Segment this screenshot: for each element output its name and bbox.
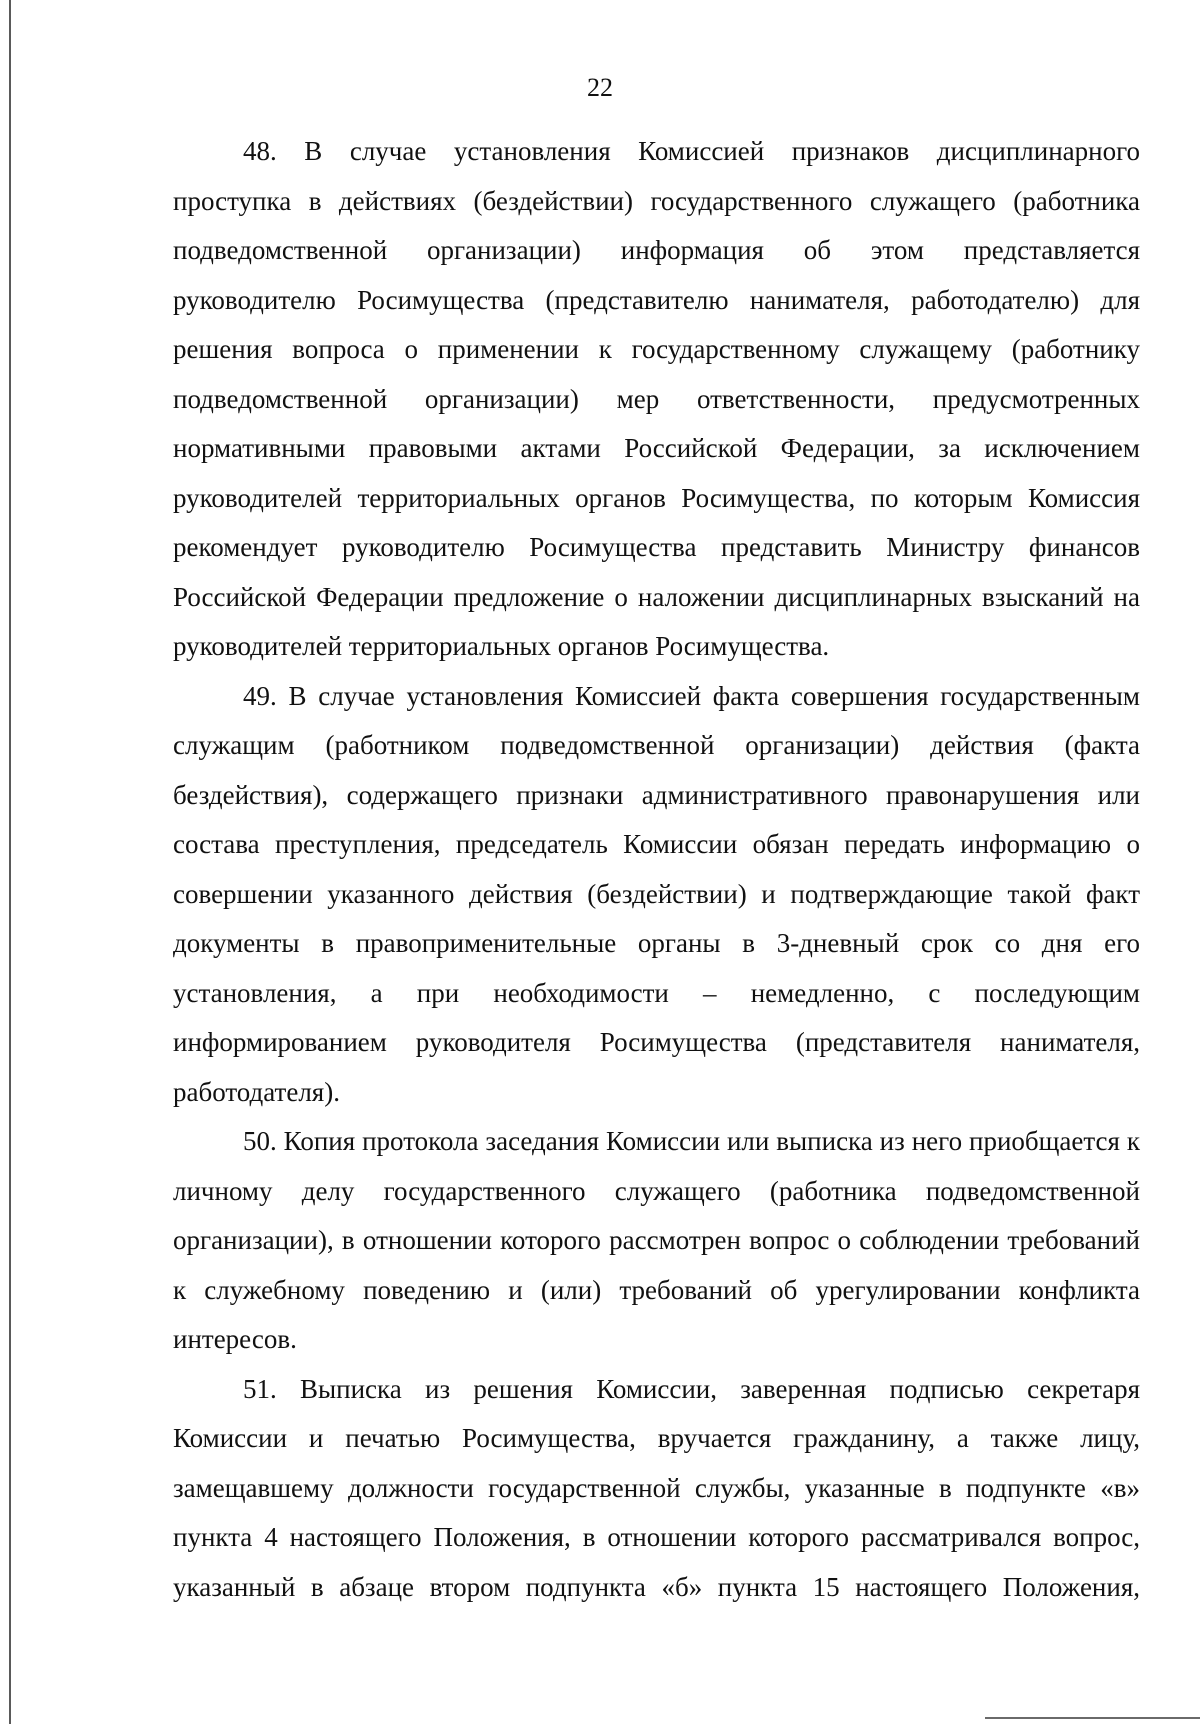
page-number: 22 [587, 73, 613, 102]
paragraph-50: 50. Копия протокола заседания Комиссии или выписка из него приобщается к личному делу государственного служащего (работника подведомственной организации), в отношении которого рассмотрен вопрос о соблюдении требований к служебному поведению и (или) требований об урегулировании конфликта интересов. [173, 1126, 1140, 1354]
scan-bottom-edge [985, 1717, 1200, 1719]
scan-left-edge [9, 0, 11, 1724]
paragraph-51: 51. Выписка из решения Комиссии, заверенная подписью секретаря Комиссии и печатью Росимущества, вручается гражданину, а также лицу, замещавшему должности государственной службы, указанные в подпункте «в» пункта 4 настоящего Положения, в отношении которого рассматривался вопрос, указанный в абзаце втором подпункта «б» пункта 15 настоящего Положения, [173, 1373, 1140, 1602]
document-body [173, 127, 1140, 1612]
paragraph-49: 49. В случае установления Комиссией факта совершения государственным служащим (работником подведомственной организации) действия (факта бездействия), содержащего признаки административного правонарушения или состава преступления, председатель Комиссии обязан передать информацию о совершении указанного действия (бездействии) и подтверждающие такой факт документы в правоприменительные органы в 3-дневный срок со дня его установления, а при необходимости – немедленно, с последующим информированием руководителя Росимущества (представителя нанимателя, работодателя). [173, 680, 1140, 1107]
paragraph-48: 48. В случае установления Комиссией признаков дисциплинарного проступка в действиях (бездействии) государственного служащего (работника подведомственной организации) информация об этом представляется руководителю Росимущества (представителю нанимателя, работодателю) для решения вопроса о применении к государственному служащему (работнику подведомственной организации) мер ответственности, предусмотренных нормативными правовыми актами Российской Федерации, за исключением руководителей территориальных органов Росимущества, по которым Комиссия рекомендует руководителю Росимущества представить Министру финансов Российской Федерации предложение о наложении дисциплинарных взысканий на руководителей территориальных органов Росимущества. [173, 136, 1140, 661]
